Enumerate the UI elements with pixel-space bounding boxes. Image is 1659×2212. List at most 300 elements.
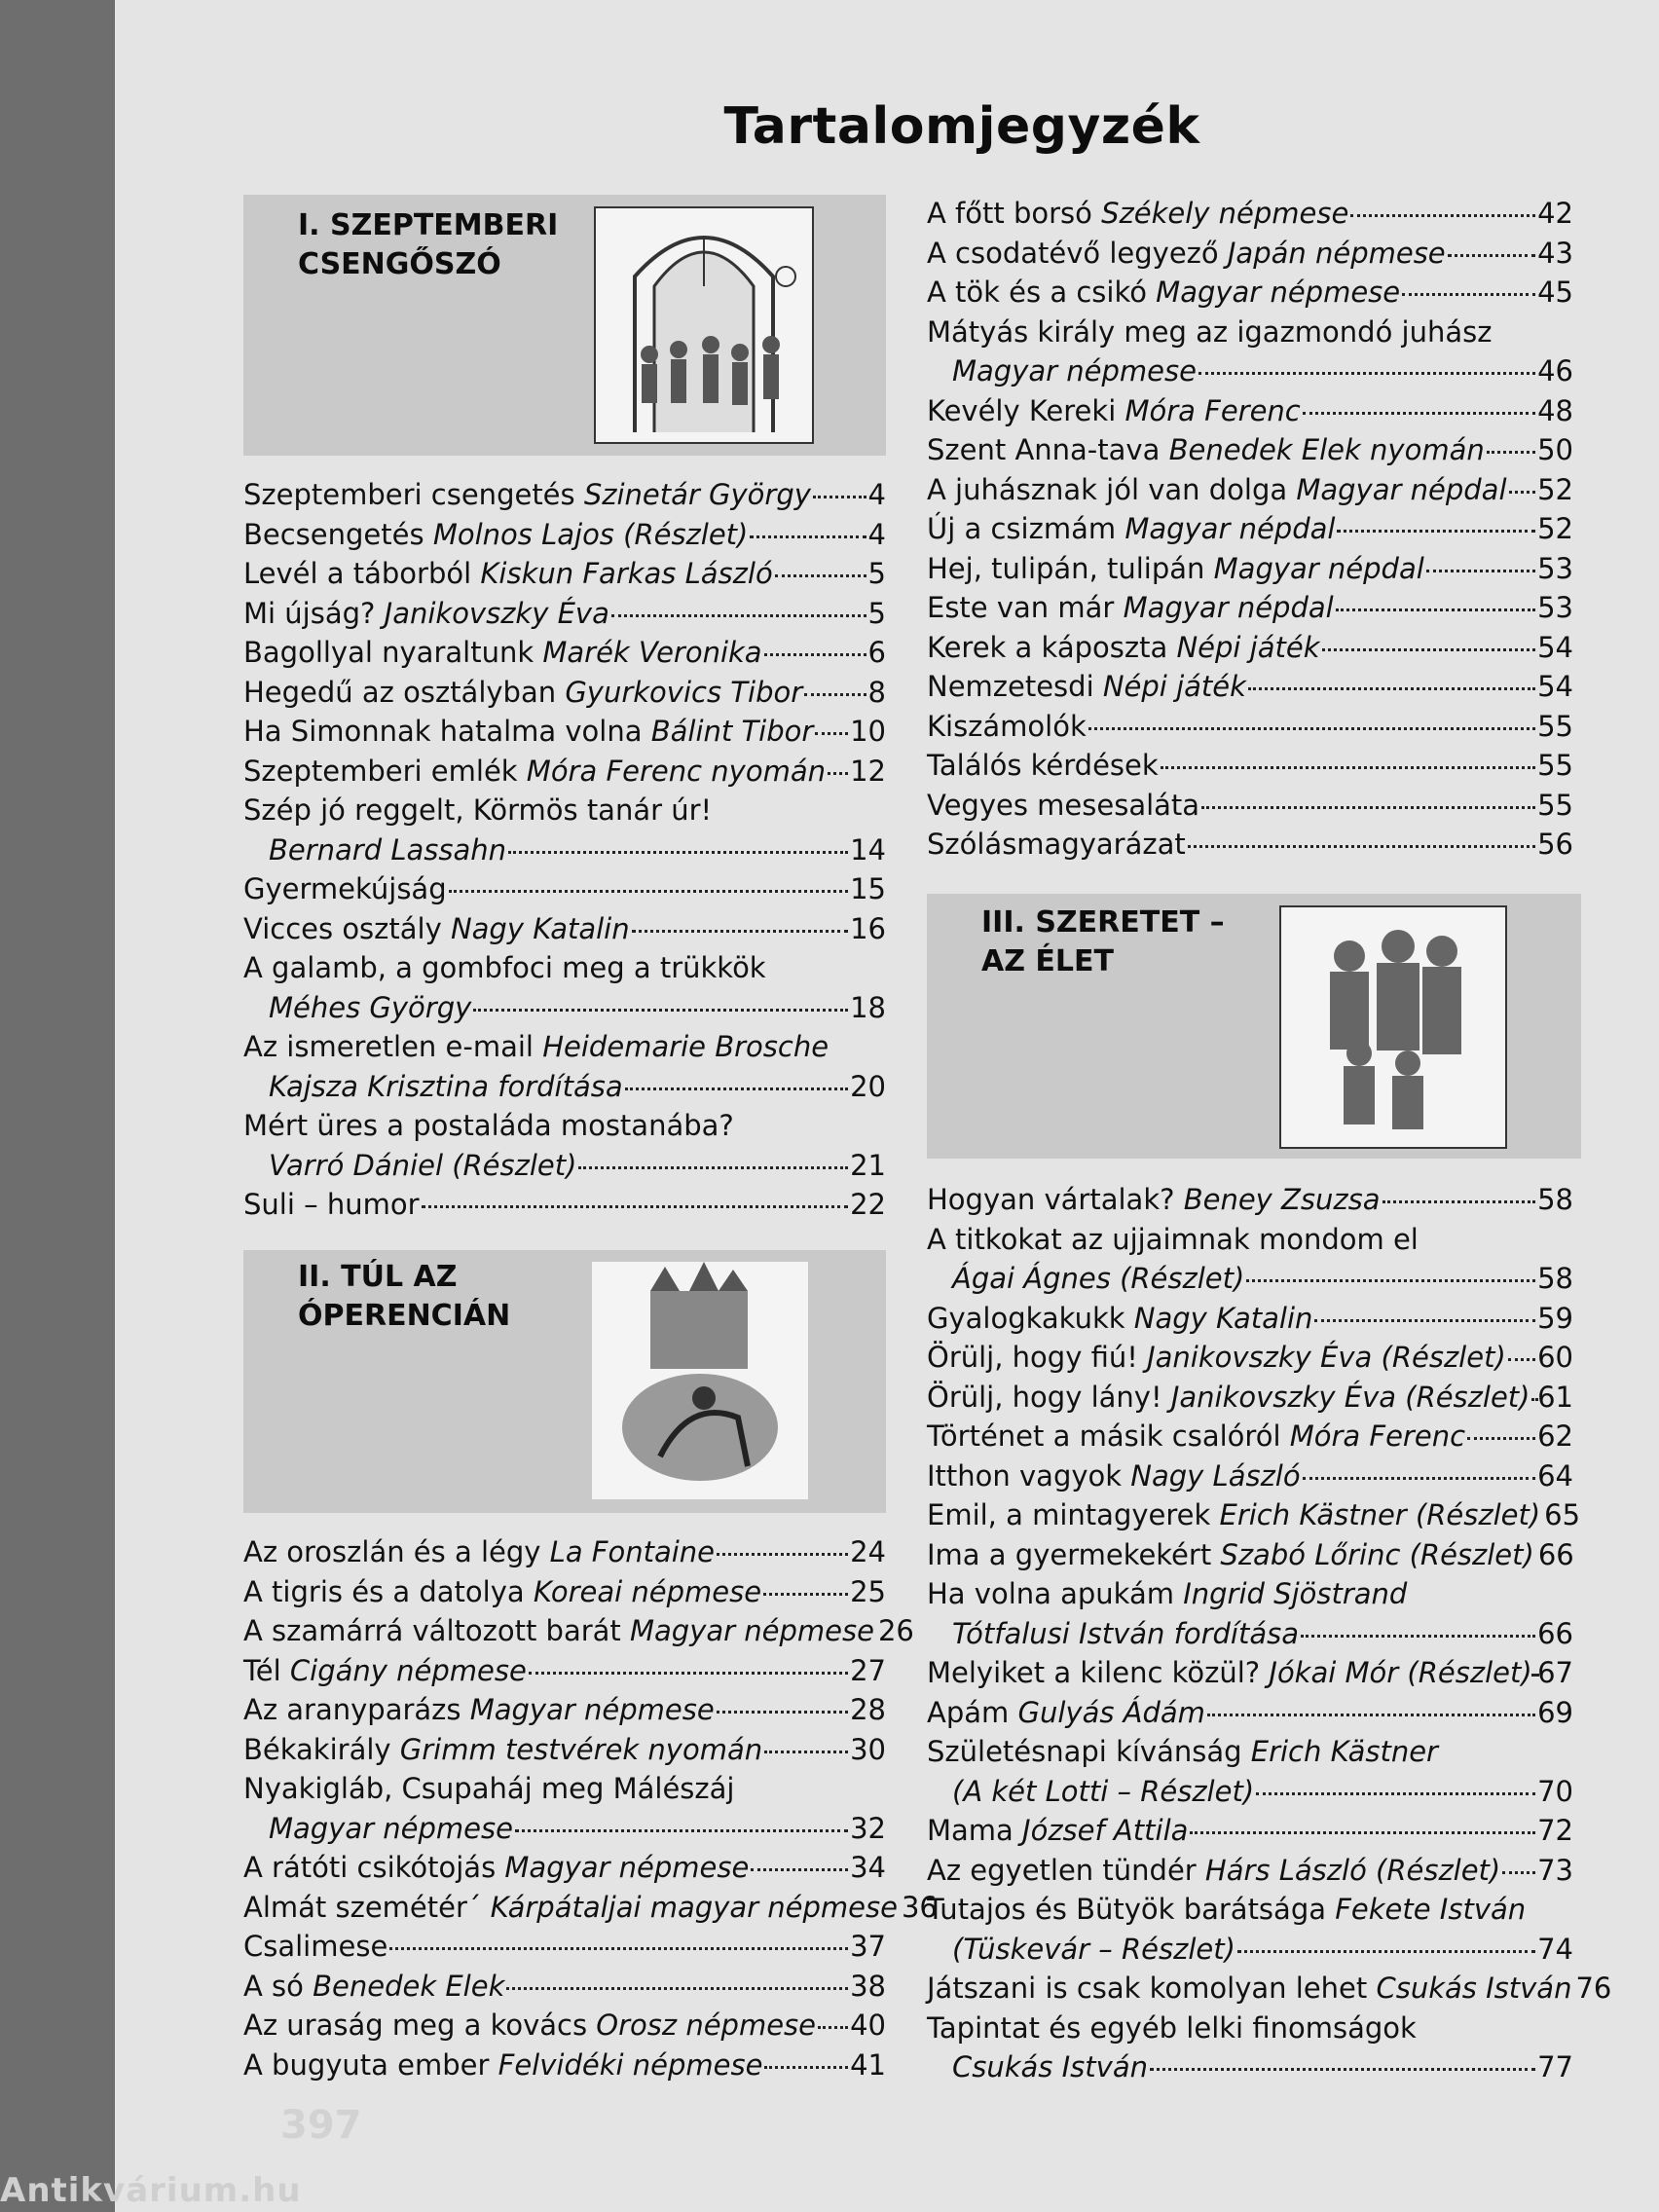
toc-entry [927, 628, 1573, 668]
toc-entry-author: Móra Ferenc [1289, 1419, 1466, 1453]
section-header-2 [243, 1250, 886, 1513]
section-title-1: I. SZEPTEMBERI CSENGŐSZÓ [298, 208, 559, 281]
toc-entry-page-number: 50 [1537, 433, 1573, 466]
toc-entry-page-number: 43 [1537, 236, 1573, 270]
dot-leader [1426, 570, 1535, 572]
toc-entry-title: Hogyan vártalak? [927, 1183, 1184, 1216]
toc-entry-page-number: 4 [867, 517, 886, 551]
toc-entry [927, 430, 1573, 470]
toc-entry-title: Mért üres a postaláda mostanába? [243, 1109, 734, 1142]
dot-leader [1314, 1319, 1535, 1322]
toc-entry-title: Békakirály [243, 1732, 400, 1766]
toc-entry-author: Népi játék [1102, 670, 1246, 703]
toc-entry [243, 1185, 886, 1225]
toc-entry-text [927, 1259, 1244, 1299]
toc-entry-page-number: 20 [850, 1069, 886, 1103]
toc-entry-title: A rátóti csikótojás [243, 1851, 505, 1884]
toc-entry-text [243, 1067, 623, 1107]
toc-entry-page-number: 28 [850, 1693, 886, 1726]
toc-entry [243, 1730, 886, 1770]
toc-entry-page-number: 24 [850, 1535, 886, 1568]
toc-entry [243, 1651, 886, 1691]
toc-entry [243, 909, 886, 949]
toc-entry-page-number: 8 [867, 675, 886, 709]
toc-entry-title: Kerek a káposzta [927, 630, 1177, 664]
toc-entry-author: Jókai Mór (Részlet) [1269, 1656, 1532, 1689]
toc-entry-page-number: 52 [1537, 512, 1573, 545]
toc-entry-text [243, 988, 471, 1028]
toc-entry-text [927, 234, 1446, 274]
toc-entry [243, 830, 886, 870]
dot-leader [751, 1868, 848, 1871]
toc-entry-page-number: 60 [1537, 1341, 1573, 1374]
dot-leader [1531, 1398, 1535, 1401]
toc-entry-page-number: 46 [1537, 354, 1573, 387]
dot-leader [632, 930, 848, 933]
toc-entry-text [927, 1653, 1532, 1693]
dot-leader [750, 535, 866, 538]
toc-entry-page-number: 54 [1537, 630, 1573, 664]
toc-entry-page-number: 22 [850, 1188, 886, 1221]
toc-entry-title: Levél a táborból [243, 557, 481, 590]
toc-entry-page-number: 69 [1537, 1695, 1573, 1729]
toc-entry-title: A tök és a csikó [927, 276, 1157, 309]
dot-leader [1448, 254, 1535, 257]
toc-entry-title: A tigris és a datolya [243, 1574, 534, 1608]
toc-entry-author: Tótfalusi István fordítása [952, 1616, 1299, 1650]
toc-entry-title: Az uraság meg a kovács [243, 2009, 597, 2042]
toc-entry-title: Csalimese [243, 1930, 388, 1963]
dot-leader [1350, 214, 1535, 217]
dot-leader [625, 1088, 848, 1090]
toc-entry [927, 1969, 1612, 2009]
dot-leader [1188, 845, 1535, 848]
toc-entry-author: Nagy László [1130, 1458, 1301, 1493]
family-illustration [1279, 905, 1507, 1149]
toc-entry-author: Szabó Lőrinc (Részlet) [1220, 1537, 1534, 1571]
dot-leader [1509, 491, 1536, 494]
toc-entry-title: Történet a másik csalóról [927, 1419, 1290, 1453]
toc-entry [243, 752, 886, 792]
toc-entry [243, 948, 886, 988]
toc-entry-author: Kajsza Krisztina fordítása [269, 1069, 623, 1103]
toc-entry [927, 746, 1573, 786]
toc-entry-title: A galamb, a gombfoci meg a trükkök [243, 951, 766, 984]
toc-entry [927, 1417, 1573, 1456]
toc-entry [927, 194, 1573, 234]
toc-entry-title: Mama [927, 1814, 1023, 1847]
toc-entry-text [243, 1611, 874, 1651]
toc-entry-author: Gulyás Ádám [1017, 1695, 1205, 1729]
toc-entry-text [927, 1969, 1571, 2009]
toc-entry-page-number: 40 [850, 2009, 886, 2042]
toc-entry-author: Felvidéki népmese [498, 2047, 763, 2082]
toc-entry-author: Janikovszky Éva (Részlet) [1170, 1380, 1530, 1414]
toc-entry-page-number: 73 [1537, 1853, 1573, 1887]
toc-entry-page-number: 52 [1537, 472, 1573, 506]
toc-entry-author: Janikovszky Éva (Részlet) [1147, 1341, 1506, 1374]
toc-entry-title: Mátyás király meg az igazmondó juhász [927, 314, 1493, 349]
toc-entry-title: Kiszámolók [927, 709, 1087, 743]
toc-entry-page-number: 58 [1537, 1183, 1573, 1216]
dot-leader [422, 1205, 849, 1208]
dot-leader [828, 772, 848, 775]
toc-entry-title: Szeptemberi emlék [243, 754, 527, 788]
toc-entry [927, 1220, 1573, 1260]
toc-entry-page-number: 42 [1537, 197, 1573, 230]
toc-entry-text [243, 1927, 387, 1967]
toc-entry [243, 2046, 886, 2085]
toc-entry-title: Születésnapi kívánság [927, 1735, 1251, 1768]
toc-entry-author: József Attila [1022, 1814, 1189, 1847]
toc-entry-page-number: 55 [1537, 788, 1573, 822]
toc-entry-text [927, 707, 1087, 747]
toc-entry-title: Örülj, hogy lány! [927, 1380, 1171, 1414]
dot-leader [1246, 1279, 1535, 1282]
toc-entry-author: Benedek Elek nyomán [1168, 433, 1485, 466]
toc-entry-author: Magyar népdal [1213, 551, 1424, 585]
toc-entry-page-number: 38 [850, 1969, 886, 2003]
castle-knight-illustration [592, 1262, 808, 1499]
toc-entry [927, 1495, 1581, 1535]
toc-entry [927, 786, 1573, 826]
toc-entry-text [927, 1220, 1419, 1260]
dot-leader [1248, 687, 1535, 690]
toc-entry-title: Az egyetlen tündér [927, 1853, 1205, 1887]
dot-leader [1402, 293, 1535, 296]
toc-entry-author: Erich Kästner [1250, 1735, 1438, 1768]
dot-leader [1150, 2068, 1535, 2071]
toc-entry-author: Magyar népmese [952, 354, 1197, 387]
dot-leader [1467, 1437, 1535, 1440]
toc-entry-author: Benedek Elek [313, 1969, 505, 2003]
toc-entry [243, 1611, 914, 1651]
page-title: Tartalomjegyzék [723, 97, 1200, 156]
toc-entry-author: Orosz népmese [596, 2009, 816, 2042]
toc-entry-text [243, 633, 762, 673]
toc-entry-text [927, 430, 1485, 470]
toc-entry-page-number: 21 [850, 1148, 886, 1182]
toc-entry [243, 791, 886, 830]
toc-entry-page-number: 65 [1544, 1498, 1581, 1531]
toc-entry-author: Molnos Lajos (Részlet) [432, 517, 749, 551]
ghost-page-number: 397 [280, 2103, 362, 2148]
toc-entry [243, 515, 886, 555]
toc-entry [927, 234, 1573, 274]
toc-entry-author: Bernard Lassahn [269, 832, 507, 866]
dot-leader [1322, 648, 1536, 651]
toc-entry-author: Fekete István [1335, 1893, 1527, 1926]
toc-entry-text [243, 1769, 734, 1809]
toc-entry-author: Szinetár György [583, 478, 811, 511]
toc-entry-title: Tutajos és Bütyök barátsága [927, 1893, 1336, 1926]
toc-entry [927, 1180, 1573, 1220]
toc-entry-title: Játszani is csak komolyan lehet [927, 1972, 1377, 2005]
dot-leader [1303, 1477, 1536, 1480]
toc-entry-author: Magyar népmese [630, 1614, 874, 1647]
toc-entry-author: Japán népmese [1227, 236, 1446, 270]
toc-entry-page-number: 12 [850, 754, 886, 788]
toc-entry [927, 1299, 1573, 1339]
toc-entry [243, 2006, 886, 2046]
toc-entry-text [927, 194, 1348, 234]
dot-leader [764, 653, 866, 656]
toc-entry [243, 1769, 886, 1809]
toc-entry-author: Magyar népmese [469, 1693, 715, 1726]
toc-entry-title: A szamárrá változott barát [243, 1614, 630, 1647]
toc-entry-author: Grimm testvérek nyomán [399, 1732, 763, 1766]
toc-entry-author: Koreai népmese [533, 1574, 762, 1608]
toc-entry-text [927, 1614, 1299, 1654]
toc-entry-page-number: 76 [1575, 1972, 1612, 2005]
toc-entry-page-number: 5 [867, 596, 886, 630]
toc-entry-page-number: 27 [850, 1653, 886, 1687]
toc-entry-title: Suli – humor [243, 1188, 420, 1221]
toc-entry-author: La Fontaine [549, 1535, 716, 1568]
toc-entry-text [927, 667, 1246, 707]
dot-leader [1201, 806, 1535, 809]
dot-leader [763, 1593, 848, 1596]
dot-leader [1487, 451, 1535, 454]
dot-leader [1161, 766, 1535, 769]
toc-entry [243, 594, 886, 634]
toc-entry-title: Apám [927, 1695, 1018, 1729]
toc-entry-page-number: 74 [1537, 1932, 1573, 1966]
toc-entry-title: Tél [243, 1653, 290, 1687]
toc-entry [243, 633, 886, 673]
dot-leader [813, 496, 866, 498]
toc-entry-author: Magyar népdal [1123, 591, 1334, 624]
toc-entry [243, 988, 886, 1028]
dot-leader [1508, 1358, 1535, 1361]
toc-list-section-2 [243, 1532, 938, 2084]
toc-entry-page-number: 53 [1537, 591, 1573, 624]
section-header-3 [927, 894, 1581, 1159]
toc-entry-title: Itthon vagyok [927, 1458, 1131, 1493]
toc-entry [927, 667, 1573, 707]
dot-leader [506, 1987, 848, 1990]
toc-list-section-1 [243, 475, 886, 1225]
toc-entry-title: Tapintat és egyéb lelki finomságok [927, 2010, 1417, 2045]
toc-entry-text [243, 554, 773, 594]
toc-entry-title: Nyakigláb, Csupaháj meg Málészáj [243, 1772, 735, 1805]
toc-entry [927, 1338, 1573, 1378]
toc-entry-page-number: 30 [850, 1732, 886, 1766]
toc-entry-title: Almát szemétér´ [243, 1890, 491, 1924]
toc-entry-page-number: 54 [1537, 670, 1573, 703]
toc-entry-author: Gyurkovics Tibor [565, 675, 803, 709]
toc-entry-text [243, 1106, 734, 1146]
toc-entry-page-number: 5 [867, 557, 886, 590]
toc-entry-title: Melyiket a kilenc közül? [927, 1656, 1270, 1689]
toc-entry [243, 1146, 886, 1186]
toc-entry-text [927, 509, 1335, 549]
toc-entry [927, 313, 1573, 352]
toc-entry [927, 1693, 1573, 1733]
dot-leader [473, 1009, 848, 1012]
dot-leader [1207, 1714, 1535, 1716]
toc-entry-author: Cigány népmese [289, 1653, 527, 1687]
toc-entry-text [243, 1146, 576, 1186]
toc-entry-page-number: 62 [1537, 1419, 1573, 1453]
toc-entry [927, 2047, 1573, 2087]
dot-leader [717, 1711, 848, 1714]
toc-entry [927, 1456, 1573, 1496]
toc-entry-page-number: 55 [1537, 709, 1573, 743]
toc-entry-author: Magyar népdal [1296, 472, 1507, 506]
toc-entry-title: Szép jó reggelt, Körmös tanár úr! [243, 793, 713, 827]
toc-entry [927, 707, 1573, 747]
toc-entry-text [927, 1851, 1500, 1891]
toc-entry-author: Hárs László (Részlet) [1204, 1853, 1501, 1887]
toc-entry-text [927, 351, 1197, 391]
toc-entry-text [243, 594, 609, 634]
toc-entry-page-number: 4 [867, 478, 886, 511]
toc-entry [927, 825, 1573, 865]
toc-entry [243, 475, 886, 515]
toc-entry-title: Hegedű az osztályban [243, 675, 566, 709]
toc-entry-text [927, 1338, 1506, 1378]
toc-entry-page-number: 72 [1537, 1814, 1573, 1847]
toc-entry-text [243, 712, 813, 752]
toc-entry [927, 509, 1573, 549]
toc-entry-text [927, 1299, 1312, 1339]
toc-list-section-3 [927, 1180, 1612, 2087]
dot-leader [611, 614, 866, 617]
school-door-illustration [594, 206, 814, 444]
toc-entry-title: A csodatévő legyező [927, 236, 1228, 270]
toc-entry-title: Találós kérdések [927, 749, 1159, 782]
toc-entry [927, 470, 1573, 510]
toc-entry-title: Mi újság? [243, 596, 385, 630]
toc-entry-page-number: 59 [1537, 1301, 1573, 1335]
toc-entry-text [927, 1732, 1438, 1772]
toc-entry [243, 712, 886, 752]
toc-entry [927, 351, 1573, 391]
toc-entry-text [927, 1495, 1540, 1535]
toc-entry-text [927, 313, 1492, 352]
toc-entry-text [927, 628, 1320, 668]
toc-entry-title: Vegyes mesesaláta [927, 788, 1200, 822]
toc-entry-title: Hej, tulipán, tulipán [927, 551, 1214, 585]
toc-list-section-2-continued [927, 194, 1573, 865]
dot-leader [818, 2026, 848, 2029]
toc-entry [927, 1259, 1573, 1299]
toc-entry-text [927, 588, 1334, 628]
toc-entry-page-number: 32 [850, 1811, 886, 1845]
toc-entry-text [927, 746, 1159, 786]
dot-leader [1337, 530, 1535, 533]
toc-entry-author: Magyar népmese [504, 1851, 750, 1884]
section-title-3: III. SZERETET – AZ ÉLET [981, 905, 1225, 978]
toc-entry-text [243, 673, 802, 713]
toc-entry-text [243, 909, 630, 949]
toc-entry-page-number: 6 [867, 636, 886, 669]
toc-entry-page-number: 61 [1537, 1380, 1573, 1414]
toc-entry-title: Szent Anna-tava [927, 433, 1169, 466]
toc-entry-author: Magyar népmese [1156, 276, 1401, 309]
toc-entry-author: Ágai Ágnes (Részlet) [952, 1262, 1245, 1295]
toc-entry-page-number: 15 [850, 872, 886, 905]
toc-entry-page-number: 70 [1537, 1774, 1573, 1808]
toc-entry-title: Este van már [927, 591, 1124, 624]
toc-entry-author: (A két Lotti – Részlet) [952, 1774, 1255, 1808]
toc-entry-text [243, 752, 826, 792]
toc-entry-author: Kárpátaljai magyar népmese [490, 1890, 898, 1924]
toc-entry-author: Méhes György [269, 990, 472, 1024]
toc-entry-title: Örülj, hogy fiú! [927, 1341, 1148, 1374]
toc-entry-text [243, 1809, 513, 1849]
dot-leader [1190, 1831, 1535, 1834]
toc-entry-page-number: 10 [850, 715, 886, 748]
toc-entry-text [927, 1180, 1381, 1220]
toc-entry-page-number: 26 [877, 1614, 914, 1647]
toc-entry-text [243, 830, 506, 870]
dot-leader [1502, 1871, 1535, 1874]
toc-entry-title: Ima a gyermekekért [927, 1537, 1221, 1571]
toc-entry [243, 673, 886, 713]
toc-entry-text [243, 869, 447, 909]
toc-entry-page-number: 66 [1537, 1616, 1573, 1650]
toc-entry-author: Magyar népmese [269, 1811, 513, 1845]
toc-entry [927, 1732, 1573, 1772]
dot-leader [815, 732, 848, 735]
toc-entry [243, 1572, 886, 1612]
toc-entry-title: Az ismeretlen e-mail [243, 1030, 543, 1063]
toc-entry-text [243, 948, 766, 988]
toc-entry-author: Beney Zsuzsa [1183, 1183, 1381, 1216]
watermark: Antikvárium.hu [0, 2171, 302, 2210]
toc-entry-text [927, 786, 1199, 826]
toc-entry [927, 1811, 1573, 1851]
toc-entry-page-number: 53 [1537, 551, 1573, 585]
toc-entry [927, 273, 1573, 313]
toc-entry [243, 1027, 886, 1067]
toc-entry-page-number: 45 [1537, 276, 1573, 309]
dot-leader [775, 574, 866, 577]
section-title-2: II. TÚL AZ ÓPERENCIÁN [298, 1260, 511, 1333]
dot-leader [515, 1829, 848, 1832]
dot-leader [804, 693, 866, 696]
toc-entry-title: Az aranyparázs [243, 1693, 470, 1726]
toc-entry-page-number: 16 [850, 911, 886, 945]
toc-entry-page-number: 34 [850, 1851, 886, 1884]
toc-entry-text [927, 1772, 1254, 1812]
toc-entry-text [243, 1651, 527, 1691]
toc-entry-title: Nemzetesdi [927, 670, 1103, 703]
dot-leader [529, 1672, 848, 1675]
dot-leader [449, 890, 848, 893]
toc-entry [927, 1772, 1573, 1812]
toc-entry-author: Móra Ferenc nyomán [526, 754, 826, 788]
dot-leader [1382, 1200, 1536, 1203]
toc-entry-text [243, 1730, 762, 1770]
toc-entry-text [927, 549, 1424, 589]
toc-entry-title: Bagollyal nyaraltunk [243, 636, 543, 669]
toc-entry-author: Népi játék [1176, 630, 1320, 664]
dot-leader [1301, 1635, 1535, 1638]
toc-entry-page-number: 48 [1537, 393, 1573, 427]
toc-entry-title: Kevély Kereki [927, 393, 1125, 427]
dot-leader [1336, 608, 1535, 611]
toc-entry-author: Kiskun Farkas László [480, 557, 773, 590]
toc-entry [243, 1888, 938, 1928]
toc-entry-page-number: 67 [1537, 1656, 1573, 1689]
toc-entry [243, 1067, 886, 1107]
dot-leader [717, 1553, 848, 1556]
toc-entry-text [927, 1930, 1235, 1970]
toc-entry-page-number: 64 [1537, 1458, 1573, 1493]
